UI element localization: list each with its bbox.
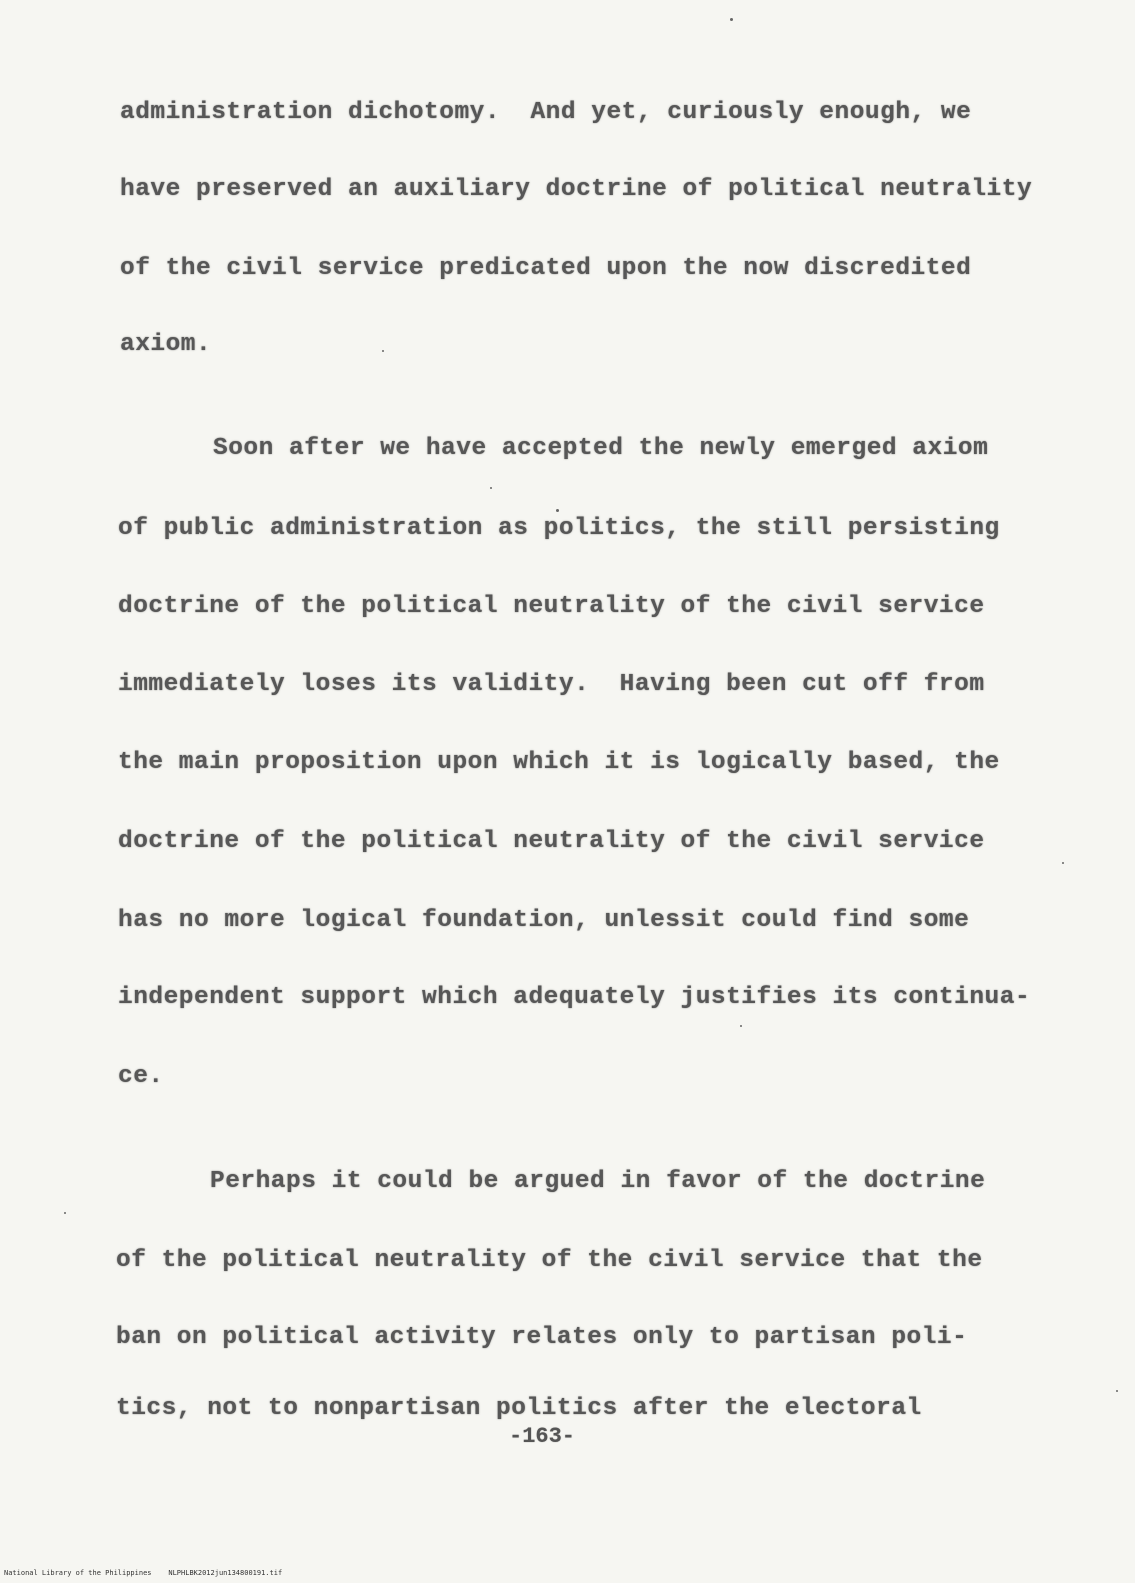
scan-speck — [490, 487, 492, 489]
text-line-6: of public administration as politics, the still persisting — [118, 515, 1000, 542]
text-line-5: Soon after we have accepted the newly emerged axiom — [213, 435, 989, 462]
text-line-9: the main proposition upon which it is logically based, the — [118, 749, 1000, 776]
text-line-13: ce. — [118, 1063, 164, 1090]
text-line-14: Perhaps it could be argued in favor of the doctrine — [210, 1168, 986, 1195]
text-line-1: administration dichotomy. And yet, curiously enough, we — [120, 99, 972, 126]
scan-footer — [4, 1569, 282, 1578]
text-line-11: has no more logical foundation, unlessit could find some — [118, 907, 970, 934]
scan-speck — [1116, 1390, 1118, 1392]
text-line-3: of the civil service predicated upon the now discredited — [120, 255, 972, 282]
scan-speck — [64, 1212, 66, 1214]
text-line-4: axiom. — [120, 331, 212, 358]
text-line-16: ban on political activity relates only to partisan poli- — [116, 1324, 968, 1351]
text-line-2: have preserved an auxiliary doctrine of political neutrality — [120, 176, 1033, 203]
text-line-8: immediately loses its validity. Having been cut off from — [118, 671, 985, 698]
page-number: -163- — [509, 1424, 576, 1449]
text-line-15: of the political neutrality of the civil service that the — [116, 1247, 983, 1274]
text-line-12: independent support which adequately justifies its continua- — [118, 984, 1031, 1011]
text-line-10: doctrine of the political neutrality of the civil service — [118, 828, 985, 855]
footer-filename: NLPHLBK2012jun134800191.tif — [168, 1569, 283, 1577]
scan-speck — [556, 509, 559, 512]
scan-speck — [730, 18, 733, 21]
text-line-7: doctrine of the political neutrality of the civil service — [118, 593, 985, 620]
scan-speck — [382, 350, 384, 352]
scan-speck — [740, 1025, 742, 1027]
footer-library: National Library of the Philippines — [4, 1569, 152, 1577]
scan-speck — [1062, 862, 1064, 864]
text-line-17: tics, not to nonpartisan politics after the electoral — [116, 1395, 922, 1422]
